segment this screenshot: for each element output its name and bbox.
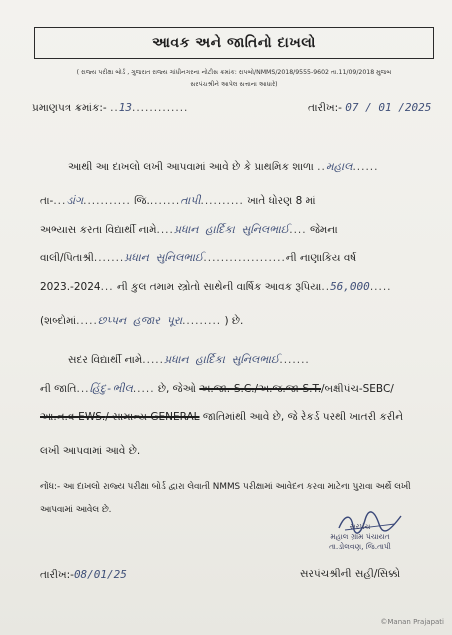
certificate-number-value: 13 — [118, 101, 132, 114]
sarpanch-stamp — [300, 522, 420, 562]
whose-text: જેમના — [309, 224, 338, 236]
words-label: (શબ્દોમાં — [40, 315, 77, 327]
category-st: /અ.જ.જા-S.T. — [254, 383, 322, 395]
category-general: / સામાન્ય GENERAL — [105, 411, 200, 423]
student-name: પ્રધાન હાર્દિકા સુનિલભાઈ — [173, 223, 290, 236]
caste-label: ની જાતિ — [40, 383, 77, 395]
signature-label-text: સરપંચશ્રીની સહી/સિક્કો — [300, 568, 401, 580]
note-line-2 — [40, 505, 111, 515]
category-ews: આ.ન.વ-EWS. — [40, 411, 106, 423]
closing-text: લખી આપવામાં આવે છે. — [40, 445, 141, 457]
title-text: આવક અને જાતિનો દાખલો — [152, 35, 316, 51]
stamp-line-1: સરપંચ — [349, 522, 371, 531]
issue-date-top — [308, 101, 431, 115]
standard-text: ખાતે ધોરણ 8 માં — [247, 195, 316, 207]
certificate-title — [34, 27, 434, 59]
body-line-1: આથી આ દાખલો લખી આપવામાં આવે છે કે પ્રાથમિક શાળા ..મહાલ...... — [68, 160, 379, 173]
body-line-9 — [40, 411, 403, 424]
note-text-2: આપવામાં આવેલ છે. — [40, 505, 112, 515]
signature-label — [300, 568, 400, 581]
certificate-number-label: પ્રમાણપત્ર ક્રમાંક:- — [32, 102, 107, 114]
photo-credit: ©Manan Prajapati — [380, 618, 444, 626]
caste-value: હિંદુ-ભીલ — [89, 382, 133, 395]
category-sebc: /બક્ષીપંચ-SEBC/ — [321, 383, 394, 395]
category-label: છે, જેઓ — [157, 383, 196, 395]
issue-date-bottom-label: તારીખ:- — [40, 569, 74, 581]
authority-note — [38, 67, 430, 91]
note-line-1 — [40, 482, 411, 492]
student-name-2: પ્રધાન હાર્દિકા સુનિલભાઈ — [163, 353, 280, 366]
financial-year-value: 2023.-2024 — [40, 281, 101, 293]
student-label-2: સદર વિદ્યાર્થી નામે — [68, 354, 143, 366]
category-sc: અ.જા.-S.C. — [199, 383, 255, 395]
note-text-1: નોંધ:- આ દાખલો રાજ્ય પરીક્ષા બોર્ડ દ્વારા લેવાતી NMMS પરીક્ષામાં આવેદન કરવા માટેના પુરાવા અર્થે લખી — [40, 482, 411, 492]
authority-note-line1: ( રાજ્ય પરીક્ષા બોર્ડ , ગુજરાત રાજ્ય ગાંધીનગરના નોટીસ ક્રમાંક: રાપબો/NMMS/2018/9555-9602 તા.11/09/2018 મુજબ — [76, 69, 392, 76]
student-label: અભ્યાસ કરતા વિદ્યાર્થી નામે — [40, 224, 157, 236]
income-label: ની કુલ તમામ સ્ત્રોતો સાથેની વાર્ષિક આવક રૂપિયા — [116, 281, 322, 293]
guardian-name: પ્રધાન સુનિલભાઈ — [124, 251, 204, 264]
taluka-value: ડાંગ — [66, 194, 84, 207]
body-line-6: (શબ્દોમાં.....છપ્પન હજાર પૂરા......... ) છે. — [40, 314, 244, 327]
stamp-line-2: મહાલ ગ્રામ પંચાયત — [330, 532, 390, 541]
stamp-line-3: તા.ડોલવણ, જિ.તાપી — [329, 542, 391, 551]
body-line-4: વાલી/પિતાશ્રી.......પ્રધાન સુનિલભાઈ...................ની નાણાકિય વર્ષ — [40, 251, 357, 264]
record-verified-text: જાતિમાંથી આવે છે, જે રેકર્ડ પરથી ખાતરી કરીને — [202, 411, 404, 423]
income-amount: 56,000 — [330, 280, 370, 293]
school-name: મહાલ — [325, 160, 353, 173]
words-end: ) છે. — [224, 315, 244, 327]
income-in-words: છપ્પન હજાર પૂરા — [97, 314, 183, 327]
certificate-number: પ્રમાણપત્ર ક્રમાંક:- ..13............. — [32, 101, 189, 114]
authority-note-line2: સરપંચશ્રીને આપેલ સત્તાના આધારે) — [190, 81, 278, 88]
intro-text: આથી આ દાખલો લખી આપવામાં આવે છે કે પ્રાથમિક શાળા — [68, 161, 314, 173]
issue-date-top-value: 07 / 01 /2025 — [345, 101, 432, 114]
body-line-5: 2023.-2024... ની કુલ તમામ સ્ત્રોતો સાથેની વાર્ષિક આવક રૂપિયા..56,000..... — [40, 280, 392, 293]
body-line-7: સદર વિદ્યાર્થી નામે.....પ્રધાન હાર્દિકા સુનિલભાઈ....... — [68, 353, 310, 366]
body-line-10 — [40, 445, 140, 458]
financial-year-label: ની નાણાકિય વર્ષ — [285, 252, 357, 264]
taluka-label: તા- — [40, 195, 54, 207]
body-line-8: ની જાતિ...હિંદુ-ભીલ..... છે, જેઓ અ.જા.-S.C./અ.જ.જા-S.T./બક્ષીપંચ-SEBC/ — [40, 382, 394, 395]
issue-date-bottom-value: 08/01/25 — [73, 568, 127, 581]
issue-date-bottom — [40, 568, 127, 582]
guardian-label: વાલી/પિતાશ્રી — [40, 252, 94, 264]
body-line-3: અભ્યાસ કરતા વિદ્યાર્થી નામે....પ્રધાન હાર્દિકા સુનિલભાઈ.... જેમના — [40, 223, 338, 236]
district-label: જિ. — [134, 195, 150, 207]
district-value: તાપી — [180, 194, 201, 207]
body-line-2: તા-...ડાંગ........... જિ........તાપી.......... ખાતે ધોરણ 8 માં — [40, 194, 316, 207]
issue-date-top-label: તારીખ:- — [308, 102, 342, 114]
